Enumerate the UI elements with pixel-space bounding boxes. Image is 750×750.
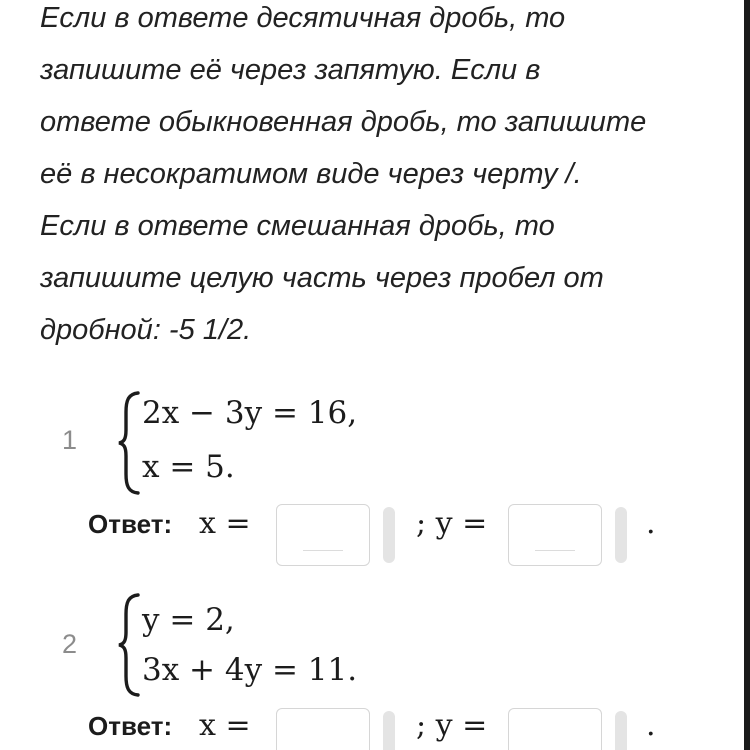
answer-end-period: . bbox=[646, 708, 656, 743]
x-input-handle[interactable] bbox=[383, 507, 395, 563]
problem-2-system bbox=[0, 592, 740, 702]
left-brace-icon bbox=[117, 592, 141, 698]
x-equals-label: x = bbox=[199, 506, 251, 541]
instruction-line: ответе обыкновенная дробь, то запишите bbox=[40, 106, 647, 138]
problem-number: 2 bbox=[62, 629, 78, 659]
input-underline bbox=[303, 550, 343, 551]
x-input-handle[interactable] bbox=[383, 711, 395, 750]
equation: x = 5. bbox=[142, 449, 235, 485]
problem-number: 1 bbox=[62, 425, 78, 455]
instruction-line: запишите её через запятую. Если в bbox=[40, 54, 541, 86]
y-input-handle[interactable] bbox=[615, 507, 627, 563]
answer-row-1 bbox=[0, 502, 740, 572]
instruction-line: Если в ответе десятичная дробь, то bbox=[40, 2, 566, 34]
equation: 3x + 4y = 11. bbox=[142, 652, 358, 688]
input-underline bbox=[535, 550, 575, 551]
answer-label: Ответ: bbox=[88, 509, 173, 539]
equation: 2x − 3y = 16, bbox=[142, 395, 358, 431]
y-input-handle[interactable] bbox=[615, 711, 627, 750]
answer-label: Ответ: bbox=[88, 711, 173, 741]
instruction-line: дробной: -5 1/2. bbox=[40, 314, 252, 346]
answer-end-period: . bbox=[646, 506, 656, 541]
instruction-line: её в несократимом виде через черту /. bbox=[40, 158, 582, 190]
left-brace-icon bbox=[117, 390, 141, 496]
instruction-line: Если в ответе смешанная дробь, то bbox=[40, 210, 555, 242]
window-edge bbox=[744, 0, 750, 750]
y-equals-label: ; y = bbox=[416, 506, 488, 541]
y-answer-input[interactable] bbox=[508, 708, 602, 750]
equation: y = 2, bbox=[142, 602, 235, 638]
y-equals-label: ; y = bbox=[416, 708, 488, 743]
x-answer-input[interactable] bbox=[276, 708, 370, 750]
answer-row-2 bbox=[0, 706, 740, 750]
y-answer-input[interactable] bbox=[508, 504, 602, 566]
x-answer-input[interactable] bbox=[276, 504, 370, 566]
x-equals-label: x = bbox=[199, 708, 251, 743]
instruction-line: запишите целую часть через пробел от bbox=[40, 262, 604, 294]
problem-1-system bbox=[0, 390, 740, 500]
